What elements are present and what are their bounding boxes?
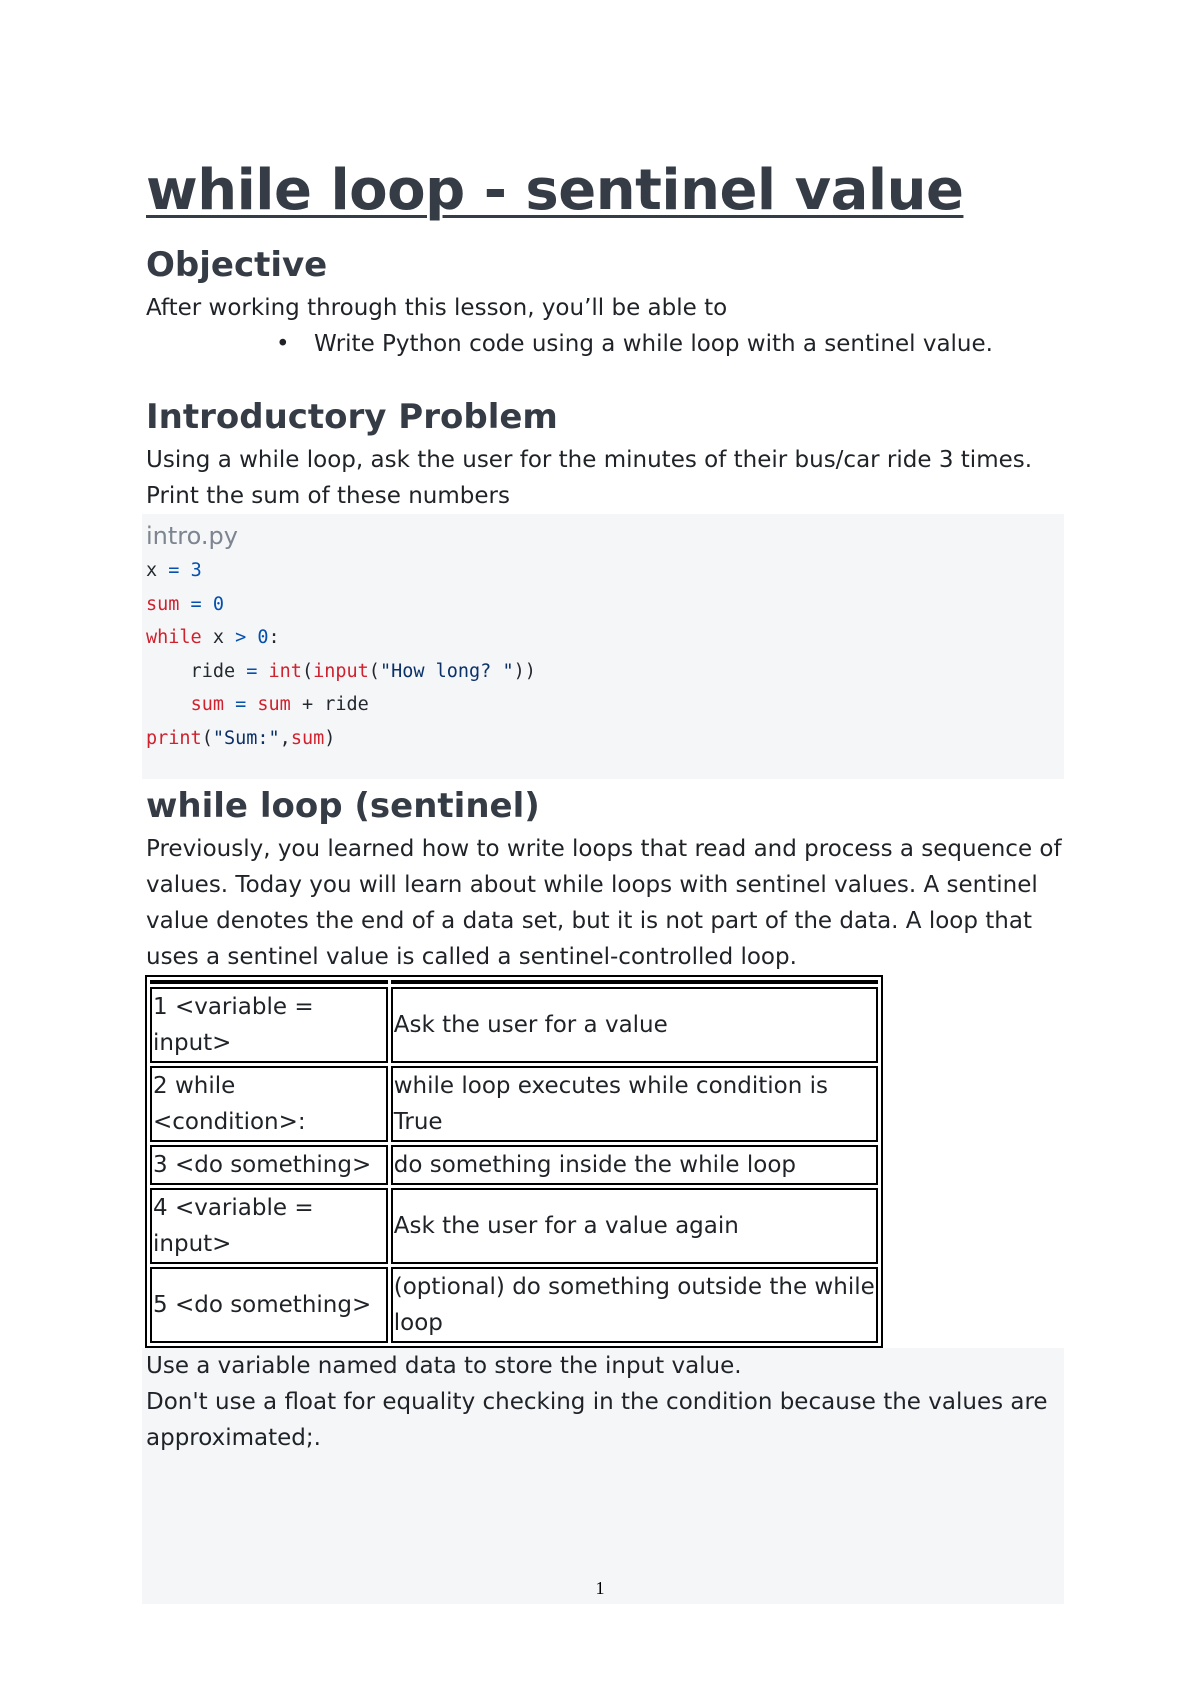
code-line: sum = sum + ride	[190, 694, 369, 715]
code-line: print("Sum:",sum)	[146, 727, 336, 749]
table-cell-description: (optional) do something outside the while loop	[391, 1267, 878, 1343]
steps-table	[145, 975, 883, 1348]
table-row	[150, 1188, 878, 1264]
objective-heading: Objective	[146, 245, 328, 285]
sentinel-heading: while loop (sentinel)	[146, 786, 540, 826]
table-cell-step: 1 <variable = input>	[150, 987, 388, 1063]
bullet-icon: •	[276, 331, 290, 357]
note-text: Use a variable named data to store the input value.	[146, 1353, 742, 1379]
table-row	[150, 1267, 878, 1343]
table-row	[150, 1145, 878, 1185]
code-line: sum = 0	[146, 593, 224, 615]
table-cell-step: 5 <do something>	[150, 1267, 388, 1343]
table-header-row	[150, 980, 878, 984]
table-cell-description: do something inside the while loop	[391, 1145, 878, 1185]
intro-problem-text: Using a while loop, ask the user for the minutes of their bus/car ride 3 times. Print the sum of these numbers	[146, 447, 1033, 509]
note-text: Don't use a float for equality checking in the condition because the values are approximated;.	[146, 1389, 1048, 1451]
code-filename: intro.py	[146, 522, 238, 550]
intro-problem-heading: Introductory Problem	[146, 397, 558, 437]
objective-list	[146, 326, 1066, 362]
page-number: 1	[595, 1578, 605, 1598]
table-row	[150, 987, 878, 1063]
table-row	[150, 1066, 878, 1142]
table-cell-description: Ask the user for a value again	[391, 1188, 878, 1264]
table-cell-step: 4 <variable = input>	[150, 1188, 388, 1264]
code-block	[142, 514, 1064, 779]
sentinel-text: Previously, you learned how to write loops that read and process a sequence of values. Today you will learn about while loops with sentinel values. A sentinel value denotes the end of a data set, but it is not part of the data. A loop that uses a sentinel value is called a sentinel-controlled loop.	[146, 836, 1062, 970]
note-block	[142, 1348, 1064, 1604]
table-header-cell	[391, 980, 878, 984]
table-cell-description: while loop executes while condition is True	[391, 1066, 878, 1142]
page-title: while loop - sentinel value	[146, 158, 964, 223]
table-cell-step: 2 while <condition>:	[150, 1066, 388, 1142]
code-line: ride = int(input("How long? "))	[146, 660, 536, 682]
list-item	[146, 326, 1066, 362]
document-content	[146, 150, 1066, 1604]
code-line: x = 3	[146, 560, 202, 581]
table-cell-description: Ask the user for a value	[391, 987, 878, 1063]
code-line: while x > 0:	[146, 627, 280, 648]
table-cell-step: 3 <do something>	[150, 1145, 388, 1185]
table-header-cell	[150, 980, 388, 984]
list-item-text: Write Python code using a while loop with a sentinel value.	[314, 331, 993, 357]
objective-lead: After working through this lesson, you’ll be able to	[146, 295, 728, 321]
